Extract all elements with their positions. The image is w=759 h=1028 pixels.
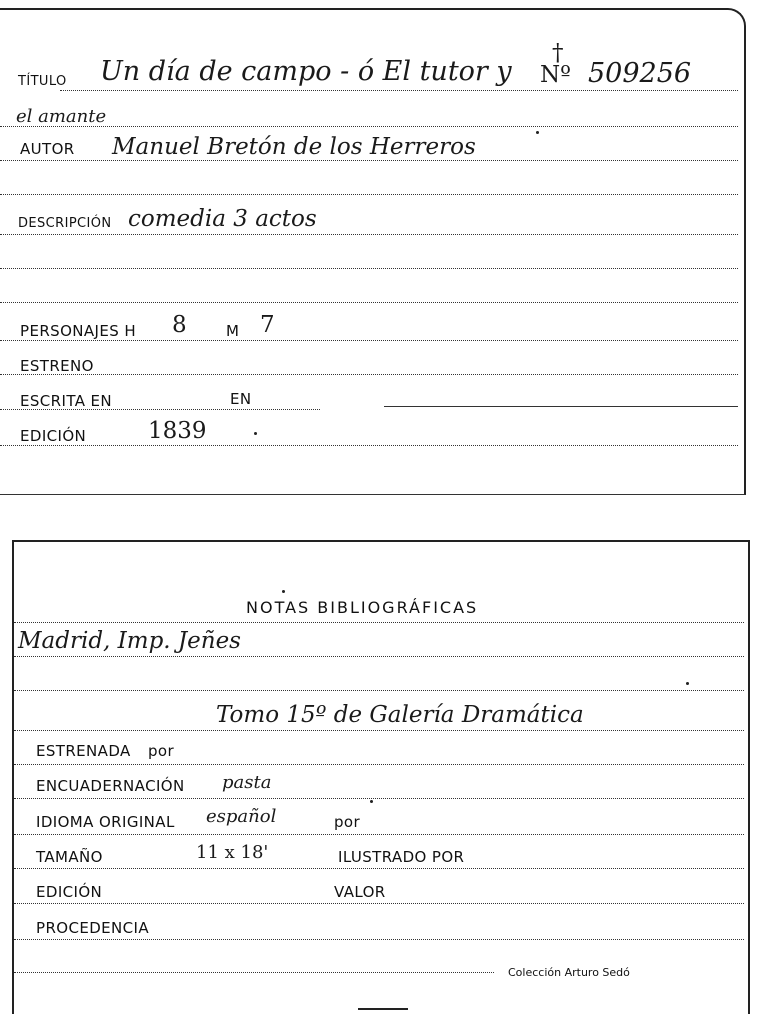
encuadernacion-value: pasta (222, 772, 272, 793)
escrita-en-label: ESCRITA EN (20, 392, 113, 410)
notas-line-4 (14, 730, 744, 731)
edge-mark (358, 1008, 408, 1010)
speck (254, 432, 257, 435)
numero-mark: † (552, 40, 564, 66)
blank-line-2 (0, 268, 738, 269)
speck (536, 131, 539, 134)
descripcion-label: DESCRIPCIÓN (18, 216, 112, 231)
idioma-line (14, 834, 744, 835)
tamano-label: TAMAÑO (36, 848, 103, 866)
encuadernacion-label: ENCUADERNACIÓN (36, 777, 185, 795)
blank-line-3 (0, 302, 738, 303)
titulo-value: Un día de campo - ó El tutor y (100, 56, 512, 87)
tamano-line (14, 868, 744, 869)
titulo-line (60, 90, 738, 91)
ilustrado-label: ILUSTRADO POR (338, 848, 465, 866)
en-line (384, 406, 738, 407)
autor-line (0, 160, 738, 161)
notes-line-1: Madrid, Imp. Jeñes (18, 628, 241, 654)
edicion-value: 1839 (148, 418, 207, 444)
estrenada-por-label: por (148, 742, 175, 760)
estreno-line (0, 374, 738, 375)
personajes-h-label: PERSONAJES H (20, 322, 137, 340)
estreno-label: ESTRENO (20, 357, 94, 375)
speck (282, 590, 285, 593)
procedencia-line-2 (14, 972, 494, 973)
estrenada-line (14, 764, 744, 765)
encuadernacion-line (14, 798, 744, 799)
titulo-label: TÍTULO (18, 74, 67, 89)
speck (370, 800, 373, 803)
valor-label: VALOR (334, 883, 386, 901)
notes-line-2: Tomo 15º de Galería Dramática (216, 702, 584, 728)
autor-label: AUTOR (20, 140, 75, 158)
estrenada-label: ESTRENADA (36, 742, 131, 760)
titulo-line-2 (0, 126, 738, 127)
numero-label: Nº (540, 62, 571, 88)
notas-line-1 (14, 622, 744, 623)
tamano-value: 11 x 18' (196, 842, 269, 863)
coleccion-footer: Colección Arturo Sedó (508, 966, 630, 979)
titulo-value-continued: el amante (16, 106, 107, 127)
descripcion-line (0, 234, 738, 235)
edicion-label: EDICIÓN (20, 427, 87, 445)
notas-heading: NOTAS BIBLIOGRÁFICAS (246, 598, 479, 617)
idioma-value: español (206, 806, 277, 827)
numero-value: 509256 (588, 58, 692, 89)
procedencia-label: PROCEDENCIA (36, 919, 150, 937)
notas-line-2 (14, 656, 744, 657)
idioma-label: IDIOMA ORIGINAL (36, 813, 175, 831)
escrita-en-line (0, 409, 320, 410)
en-label: EN (230, 390, 252, 408)
speck (686, 682, 689, 685)
personajes-line (0, 340, 738, 341)
edicion-line (0, 445, 738, 446)
edicion-back-label: EDICIÓN (36, 883, 103, 901)
notas-line-3 (14, 690, 744, 691)
personajes-m-value: 7 (260, 312, 275, 338)
idioma-por-label: por (334, 813, 361, 831)
procedencia-line (14, 939, 744, 940)
blank-line-1 (0, 194, 738, 195)
personajes-h-value: 8 (172, 312, 187, 338)
autor-value: Manuel Bretón de los Herreros (112, 134, 476, 160)
edicion-back-line (14, 903, 744, 904)
descripcion-value: comedia 3 actos (128, 206, 317, 232)
personajes-m-label: M (226, 322, 240, 340)
